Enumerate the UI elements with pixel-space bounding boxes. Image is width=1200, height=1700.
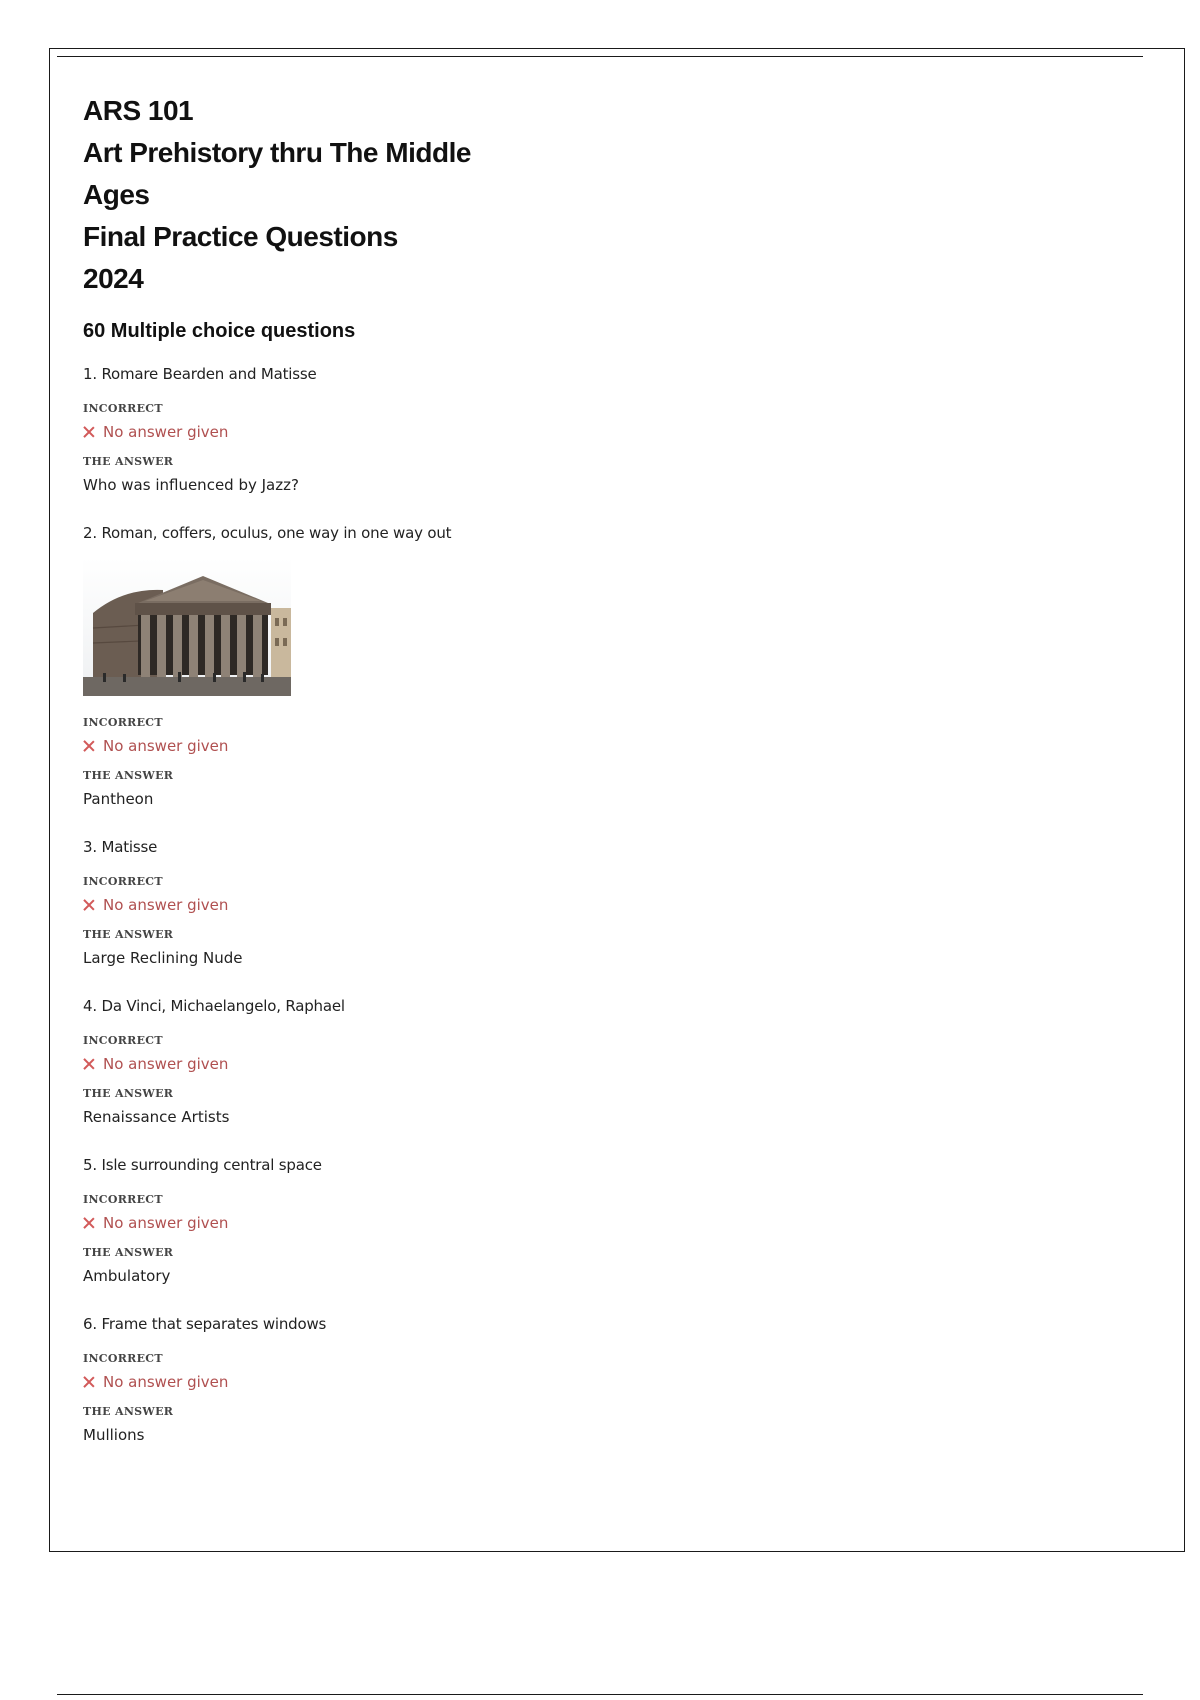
status-label: INCORRECT — [83, 1352, 163, 1365]
status-text: No answer given — [103, 1055, 229, 1073]
status-label: INCORRECT — [83, 402, 163, 415]
status-text: No answer given — [103, 1373, 229, 1391]
status-row — [83, 1055, 783, 1073]
answer-label: THE ANSWER — [83, 1405, 174, 1418]
answer-label: THE ANSWER — [83, 1087, 174, 1100]
question-item — [83, 997, 783, 1126]
document-subtitle: 60 Multiple choice questions — [83, 320, 356, 342]
status-text: No answer given — [103, 737, 229, 755]
question-item — [83, 1315, 783, 1444]
answer-label: THE ANSWER — [83, 1246, 174, 1259]
question-prompt: 5. Isle surrounding central space — [83, 1156, 322, 1174]
answer-text: Who was influenced by Jazz? — [83, 476, 299, 494]
pantheon-photo — [83, 558, 291, 696]
question-prompt: 3. Matisse — [83, 838, 158, 856]
question-prompt: 4. Da Vinci, Michaelangelo, Raphael — [83, 997, 345, 1015]
status-row — [83, 423, 783, 441]
question-item — [83, 524, 783, 808]
close-x-icon — [83, 1376, 95, 1388]
question-item — [83, 365, 783, 494]
answer-text: Renaissance Artists — [83, 1108, 230, 1126]
status-label: INCORRECT — [83, 875, 163, 888]
status-row — [83, 1373, 783, 1391]
answer-label: THE ANSWER — [83, 769, 174, 782]
question-prompt: 1. Romare Bearden and Matisse — [83, 365, 317, 383]
close-x-icon — [83, 426, 95, 438]
document-body — [83, 90, 783, 1474]
status-text: No answer given — [103, 1214, 229, 1232]
bottom-rule — [57, 1694, 1143, 1695]
status-label: INCORRECT — [83, 1034, 163, 1047]
status-row — [83, 1214, 783, 1232]
title-line: Art Prehistory thru The Middle — [83, 137, 471, 168]
answer-text: Mullions — [83, 1426, 145, 1444]
close-x-icon — [83, 1217, 95, 1229]
answer-label: THE ANSWER — [83, 455, 174, 468]
status-text: No answer given — [103, 896, 229, 914]
close-x-icon — [83, 1058, 95, 1070]
question-prompt: 2. Roman, coffers, oculus, one way in one way out — [83, 524, 452, 542]
title-line: Final Practice Questions — [83, 221, 398, 252]
top-rule — [57, 56, 1143, 57]
question-item — [83, 1156, 783, 1285]
question-item — [83, 838, 783, 967]
answer-text: Large Reclining Nude — [83, 949, 243, 967]
answer-label: THE ANSWER — [83, 928, 174, 941]
answer-text: Pantheon — [83, 790, 154, 808]
document-title — [83, 90, 783, 300]
status-label: INCORRECT — [83, 1193, 163, 1206]
title-line: Ages — [83, 179, 150, 210]
close-x-icon — [83, 740, 95, 752]
status-row — [83, 737, 783, 755]
title-line: ARS 101 — [83, 95, 194, 126]
answer-text: Ambulatory — [83, 1267, 171, 1285]
status-row — [83, 896, 783, 914]
close-x-icon — [83, 899, 95, 911]
status-text: No answer given — [103, 423, 229, 441]
status-label: INCORRECT — [83, 716, 163, 729]
question-prompt: 6. Frame that separates windows — [83, 1315, 327, 1333]
title-line: 2024 — [83, 263, 144, 294]
